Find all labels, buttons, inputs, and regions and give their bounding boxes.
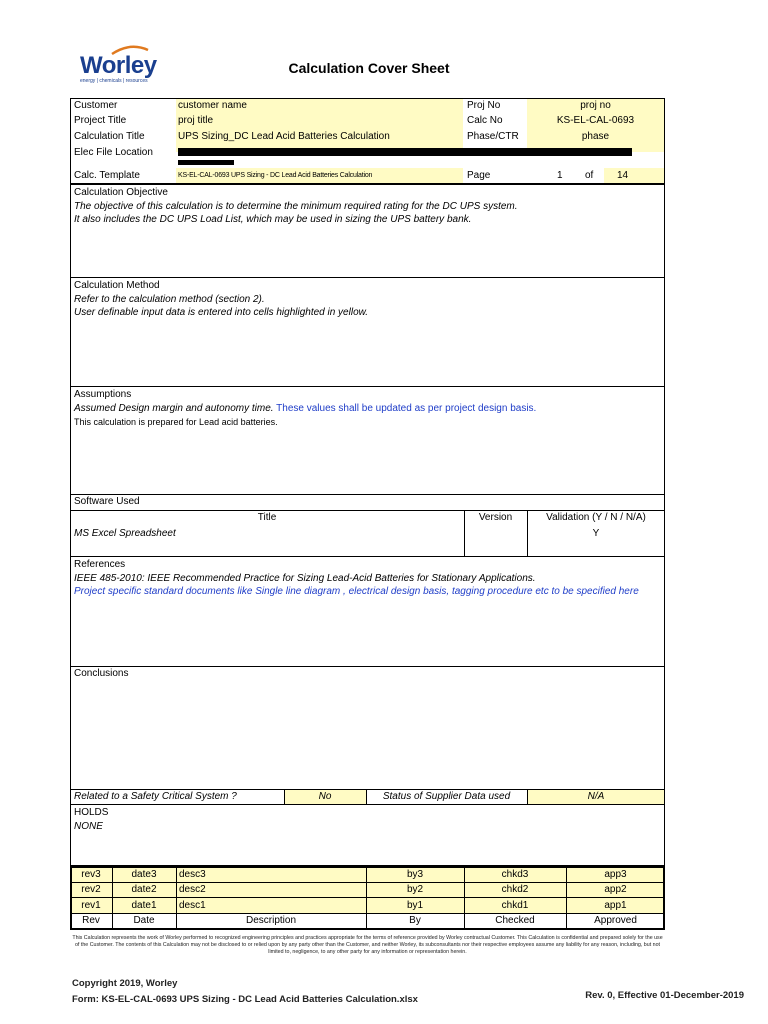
description-header: Description [245,915,297,926]
references-line-2: Project specific standard documents like Single line diagram , electrical design basis, tagging procedure etc to be specified here [74,586,639,597]
rev-desc-cell[interactable]: desc2 [179,884,206,895]
proj-no-value[interactable]: proj no [580,100,611,111]
method-heading: Calculation Method [74,280,160,291]
rev-date-cell[interactable]: date2 [131,884,157,895]
software-col-title: Title [257,512,277,523]
logo-swoosh-icon [110,44,150,56]
rev-cell[interactable]: rev1 [81,900,101,911]
references-heading: References [74,559,126,570]
phase-value[interactable]: phase [581,131,610,142]
references-line-1: IEEE 485-2010: IEEE Recommended Practice for Sizing Lead-Acid Batteries for Stationary Applications. [74,573,536,584]
software-validation-value[interactable]: Y [592,528,600,539]
supplier-value[interactable]: N/A [587,791,605,802]
page-number: 1 [557,170,563,181]
page-total-yellow [604,168,664,183]
holds-section [70,804,665,866]
rev-desc-cell[interactable]: desc3 [179,869,206,880]
redacted-bar-short [178,160,234,165]
date-header: Date [133,915,155,926]
conclusions-section [70,666,665,790]
proj-no-label: Proj No [467,100,501,111]
logo-wordmark: Worley [80,52,157,79]
footer-copyright: Copyright 2019, Worley [72,978,178,989]
page-label: Page [467,170,491,181]
page-of: of [585,170,594,181]
rev-by-cell[interactable]: by1 [406,900,424,911]
objective-heading: Calculation Objective [74,187,168,198]
customer-value[interactable]: customer name [178,100,247,111]
page-title: Calculation Cover Sheet [288,60,450,76]
software-col-version: Version [478,512,513,523]
project-title-value[interactable]: proj title [178,115,214,126]
rev-cell[interactable]: rev2 [81,884,101,895]
rev-date-cell[interactable]: date3 [131,869,157,880]
footer-revision: Rev. 0, Effective 01-December-2019 [585,990,744,1001]
phase-label: Phase/CTR [467,131,519,142]
software-heading: Software Used [74,496,140,507]
objective-line-1: The objective of this calculation is to determine the minimum required rating for the DC UPS system. [74,201,518,212]
safety-label: Related to a Safety Critical System ? [74,791,237,802]
assumptions-line-1a: Assumed Design margin and autonomy time. [74,403,274,414]
rev-approved-cell[interactable]: app3 [604,869,627,880]
calc-no-label: Calc No [467,115,503,126]
assumptions-line-2: This calculation is prepared for Lead acid batteries. [74,417,278,427]
page-total: 14 [617,170,629,181]
holds-value: NONE [74,821,103,832]
rev-date-cell[interactable]: date1 [131,900,157,911]
logo-tagline: energy | chemicals | resources [80,78,148,84]
method-line-2: User definable input data is entered into cells highlighted in yellow. [74,307,369,318]
safety-value[interactable]: No [318,791,332,802]
footer-form: Form: KS-EL-CAL-0693 UPS Sizing - DC Lead Acid Batteries Calculation.xlsx [72,994,418,1005]
rev-divider-2 [70,897,665,898]
objective-line-2: It also includes the DC UPS Load List, which may be used in sizing the UPS battery bank. [74,214,472,225]
software-col-validation: Validation (Y / N / N/A) [546,512,646,523]
project-title-label: Project Title [74,115,127,126]
rev-desc-cell[interactable]: desc1 [179,900,206,911]
software-section [70,494,665,557]
customer-label: Customer [74,100,118,111]
rev-cell[interactable]: rev3 [81,869,101,880]
disclaimer-text: This Calculation represents the work of Worley performed to recognized engineering principles and practices appropriate for the terms of reference provided by Worley contractual Customer. This Calculation is confidential and prepared solely for the use of the Customer. The contents of this Calculation may not be disclosed to or relied upon by any party other than the Customer, and neither Worley, its subconsultants nor their respective employees assume any liability for any reason, including, but not limited to, negligence, to any other party for any information or representation herein. [72,935,663,955]
calc-template-value[interactable]: KS-EL-CAL-0693 UPS Sizing - DC Lead Acid Batteries Calculation [178,172,373,179]
rev-approved-cell[interactable]: app1 [604,900,627,911]
holds-heading: HOLDS [74,807,109,818]
elec-file-label: Elec File Location [74,147,153,158]
software-title-value[interactable]: MS Excel Spreadsheet [74,528,176,539]
rev-checked-cell[interactable]: chkd1 [501,900,529,911]
supplier-label: Status of Supplier Data used [382,791,511,802]
method-line-1: Refer to the calculation method (section 2). [74,294,265,305]
rev-by-cell[interactable]: by3 [406,869,424,880]
calc-no-value[interactable]: KS-EL-CAL-0693 [556,115,635,126]
redacted-bar [178,148,632,156]
conclusions-heading: Conclusions [74,668,129,679]
calc-title-value[interactable]: UPS Sizing_DC Lead Acid Batteries Calculation [178,131,390,142]
rev-approved-cell[interactable]: app2 [604,884,627,895]
rev-checked-cell[interactable]: chkd3 [501,869,529,880]
by-header: By [409,915,421,926]
calc-template-label: Calc. Template [74,170,140,181]
assumptions-heading: Assumptions [74,389,132,400]
assumptions-line-1b: These values shall be updated as per project design basis. [276,403,537,414]
calc-title-label: Calculation Title [74,131,145,142]
assumptions-line-1 [74,402,536,416]
approved-header: Approved [594,915,637,926]
rev-checked-cell[interactable]: chkd2 [501,884,529,895]
rev-header: Rev [82,915,100,926]
checked-header: Checked [495,915,535,926]
rev-by-cell[interactable]: by2 [406,884,424,895]
